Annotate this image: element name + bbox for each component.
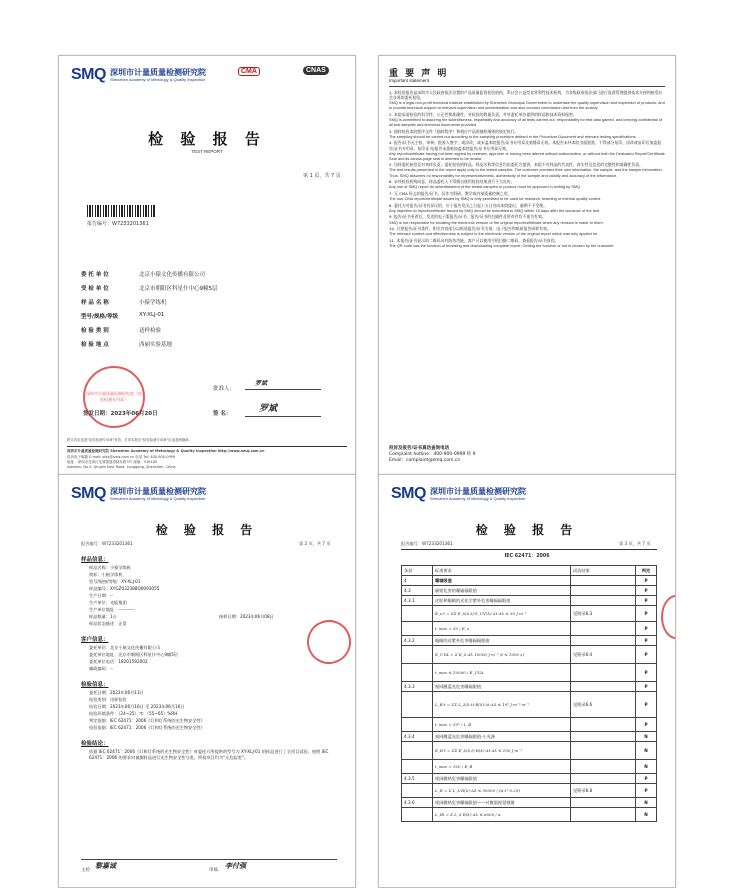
statement-item: 4. 报告/证书无主检、审核、批准人签字，或涂改，或未盖本院报告/证书专用章及骑缝章无效。本报告未经本院书面批准，不得部分复印，涂改或复印后加盖报告/证书专用章，复印证书/报告未重新加盖本院报告/证书专用章无效。 Any report/certificate having not been signed by reviewer, approver or having been altered without authorization, or without both the Dedicated Report/Certificate Seal and its across-page seal is deemed to be invalid.	[389, 140, 665, 161]
info-row	[81, 340, 172, 348]
page-number: 第 1 页，共 7 页	[303, 173, 341, 179]
reviewer-label: 审核：	[209, 868, 223, 873]
main-tester-label: 主检：	[81, 868, 95, 873]
footer-line: 投诉电子邮箱 E-mail: sfzx@smq.com.cn 电话 Tel: 400-900-0999	[67, 455, 176, 459]
seal-signature: 罗斌	[259, 404, 278, 414]
sample-row: 样品状态描述：正常	[89, 621, 127, 626]
conclusion-text: 依据 IEC 62471：2006《灯和灯系统的光生物安全性》对委托方所提供的型号为 XY-XLJ-01 的样品进行了全项目试验，按照 IEC 62471：2006 的要求对被测样品进行光生物安全性分类，所检项目均为"无危险类"。	[89, 749, 329, 760]
table-row: 4.3.2 眼睛的近紫外危害曝辐辐限值 P	[402, 636, 657, 646]
table-row: t_max ≤ 10000 / E_UVA P	[402, 664, 657, 682]
header-cell: 试验结果	[571, 566, 636, 576]
test-row: 检验环境条件：（24~25）℃ （55~65）%RH	[89, 711, 178, 716]
info-row	[81, 284, 218, 292]
cover-page	[58, 55, 356, 477]
standard-title: IEC 62471：2006	[504, 554, 550, 559]
table-row: 4.3 辐射危害的曝辐辐限值 P	[402, 586, 657, 596]
statement-subtitle: Important statement	[389, 78, 430, 83]
field-key: 检 验 地 点	[81, 342, 109, 348]
table-row: L_B·t = ΣΣ L_λ(λ,t)·B(λ)·Δt·Δλ ≤ 10⁶ J·m⁻²·sr⁻¹ 见附录6.6 P	[402, 692, 657, 718]
seal-label: 签 名：	[213, 411, 232, 417]
smq-logo: SMQ	[71, 66, 106, 83]
statement-title: 重 要 声 明	[389, 69, 449, 79]
table-row: 4.3.6 视网膜热危害曝辐限值——对微弱视觉刺激 N	[402, 798, 657, 808]
contact-title: 投诉及报告/证书真伪查询电话	[389, 446, 450, 451]
sample-row: 商标：小猿学练机	[89, 572, 123, 577]
page-number: 第 2 页，共 7 页	[299, 541, 331, 546]
table-row: 4 曝辐限值 P	[402, 576, 657, 586]
signature-divider	[81, 859, 337, 860]
header-divider	[401, 549, 657, 550]
footer-line: Address: No.3, Qinglin East Road, Longgang, Shenzhen, China	[67, 465, 176, 469]
test-row: 检验日期：2023年06月16日 至 2023年06月16日	[89, 704, 185, 709]
table-row: E_UVA = Σ E_λ·Δλ 10000 J·m⁻² (t ≤ 1000 s) 见附录6.4 P	[402, 646, 657, 664]
field-key: 受 检 单 位	[81, 286, 109, 292]
report-title: 检 验 报 告	[475, 523, 579, 537]
info-row	[81, 270, 205, 278]
signature-line	[245, 389, 321, 390]
org-logo	[391, 485, 526, 503]
test-row: 检验依据：IEC 62471：2006《灯和灯系统的光生物安全性》	[89, 725, 205, 730]
cma-logo: CMA	[238, 67, 260, 76]
sample-row: 样品名称：小猿学练机	[89, 565, 131, 570]
stamp-text: 深圳市计量质量检测研究院（检验检测专用章）	[86, 391, 142, 402]
client-row: 委托单位：北京小猿文化传播有限公司	[89, 645, 161, 650]
sample-row: 样品编号：XYGZ032388Q0093055	[89, 586, 160, 591]
table-row: t_max = 100 / E_B N	[402, 760, 657, 774]
header-cell: 判定	[636, 566, 657, 576]
test-row: 检验类别：送样检验	[89, 697, 127, 702]
test-row: 判定依据：IEC 62471：2006《灯和灯系统的光生物安全性》	[89, 718, 205, 723]
report-number: 报告编号：W7233201361	[401, 541, 453, 546]
org-name-en: Shenzhen Academy of Metrology & Quality Inspection	[109, 495, 206, 501]
statement-item: 2. 本院承诺检验的科学性、公正性和准确性，对检验的数据负责，并对委托单位提供的样品和技术资料保密。 SMQ is committed to assuring the scientificness, impartiality and accuracy of all tests carried out, responsibility for test data gained, and keeping confidential of all test samples and technical documents provided.	[389, 111, 663, 128]
contact-block	[389, 446, 476, 464]
main-tester-signature: 黎嘉诚	[95, 861, 116, 870]
client-row: 邮政编码：--	[89, 666, 113, 671]
statement-item: 9. 报告/证书更改后，发送的电子版报告/证书，报告/证书的扫描件及所有件均不视为有效。 SMQ is not responsible for recalling the electronic version of the original report/certificate when any revision is made to them.	[389, 214, 604, 225]
approver-signature: 罗斌	[255, 380, 268, 387]
org-name-cn: 深圳市计量质量检测研究院	[109, 486, 206, 496]
table-row: 4.3.1 皮肤和眼睛的光化学紫外危害曝辐辐限值 P	[402, 596, 657, 606]
org-name-cn: 深圳市计量质量检测研究院	[429, 486, 526, 496]
org-logo	[71, 66, 206, 84]
statement-item: 5. 送样委托检验仅对来样负责，委托检验的样品、样品名称等信息均由委托方提供，本院不对样品的代表性、真实性及信息的完整性和准确性负责。 The test results presented in the report apply only to the tested samples. The customer provides their own information, the sample, and the sample information. Thus, SMQ assumes no responsibility for representativeness, authenticity of the sample and validity and accuracy of the information.	[389, 162, 663, 178]
client-row: 委托单位地址：北京市朝阳区科星什中心9幢5层	[89, 652, 179, 657]
table-row: t_max = 30 / E_s P	[402, 622, 657, 636]
footer-line: 地址：深圳市龙岗区龙城街道清林东路3号 邮编：518100	[67, 460, 158, 464]
results-page	[378, 474, 676, 888]
field-key: 委 托 单 位	[81, 272, 109, 278]
info-row	[81, 312, 164, 320]
report-title: 检 验 报 告	[148, 130, 266, 148]
table-row: 4.3.5 视网膜热危害曝辐限值 P	[402, 774, 657, 784]
statement-page	[378, 55, 676, 477]
table-row: 4.3.4 视网膜蓝光危害曝辐限值-小光源 N	[402, 732, 657, 742]
statement-item: 7. 无 CMA 标志的报告/证书，仅作为科研、教学或内部质量控制之用。 The non-CMA report/certificate issued by SMQ is only permitted to be used for research, teaching or internal quality control.	[389, 190, 602, 202]
contact-email: Email：complaint@smq.com.cn	[389, 458, 461, 464]
sample-row: 生产单位：光能集团	[89, 600, 127, 605]
test-section-title: 检验信息：	[81, 682, 109, 688]
table-header-row	[402, 566, 657, 576]
page-number: 第 3 页，共 7 页	[619, 541, 651, 546]
statement-item: 6. 未经检验机构同意，样品委托人不得擅自使用检验结果进行不当宣传。 Any use of SMQ report for advertisement of the tested samples or product must be approved in writing by SMQ.	[389, 179, 582, 190]
test-row: 委托日期：2023年06月13日	[89, 690, 144, 695]
sample-row: 接样日期：2023年06月08日	[219, 614, 274, 619]
statement-item: 1. 本检验报告是深圳市人民政府依法设置的产品质量监督检验机构，系社会公益型非营利性技术机构，为各级政府依法部门进行监督管理提供技术支持和接受社会各界的委托检验。 SMQ is a legal non-profit technical institute established by Shenzhen Municipal Government to undertake the quality supervision and inspection of products, and to provide technical support to relevant supervision and administration and also conduct commission test from the society.	[389, 90, 665, 111]
report-note: 报告首页加盖"检验检测专用章"有效，打印本报告"检验检测专用章"应加盖骑缝章。	[67, 438, 192, 442]
statement-item: 8. 委托方对报告/证书有异议的，应于报告发出之日起十五日内向本院提出，逾期不予受理。 Any objection to report/certificate issued by SMQ should be submitted to SMQ within 15 days after the issuance of the test.	[389, 202, 601, 213]
sample-row: 生产单位地址：-----------	[89, 607, 135, 612]
report-subtitle: TEST REPORT	[191, 149, 223, 154]
client-row: 委托单位电话：18201592002	[89, 659, 148, 664]
contact-phone: Complaint hotline：400-900-0999 转 9	[389, 452, 476, 458]
header-cell: 条款	[402, 566, 433, 576]
conclusion-section-title: 检验结论：	[81, 741, 109, 747]
field-key: 检 验 类 别	[81, 328, 109, 334]
info-row	[81, 326, 161, 334]
statement-item: 11. 本报告/证书显示的二维码具有防伪功能，客户可以使用手机扫描二维码，查看报告/证书真伪。 The QR code has the function of browsing and downloading complete report. Getting the function or not is chosen by the customer.	[389, 237, 615, 249]
table-row: t_max = 10⁶ / L_B P	[402, 718, 657, 732]
cnas-logo: CNAS	[303, 66, 329, 75]
smq-logo: SMQ	[71, 485, 106, 502]
org-logo	[71, 485, 206, 503]
org-name-en: Shenzhen Academy of Metrology & Quality Inspection	[429, 495, 526, 501]
seam-stamp	[301, 614, 356, 670]
org-name-cn: 深圳市计量质量检测研究院	[109, 67, 206, 77]
statement-body	[389, 90, 665, 250]
field-value: 送样检验	[139, 328, 162, 334]
statement-divider	[389, 86, 665, 87]
sample-row: 生产日期：--	[89, 593, 113, 598]
field-value: 西丽实验基地	[139, 342, 173, 348]
footer-line: 深圳市计量质量检测研究院 Shenzhen Academy of Metrology & Quality Inspection http://www.smq.com.cn	[67, 449, 265, 453]
sample-section-title: 样品信息：	[81, 557, 109, 563]
barcode-icon	[87, 205, 155, 217]
org-name-en: Shenzhen Academy of Metrology & Quality Inspection	[109, 76, 206, 82]
smq-logo: SMQ	[391, 485, 426, 502]
report-number: 报告编号：W7233201361	[87, 221, 149, 227]
field-value: 小猿学练机	[139, 300, 167, 306]
info-row	[81, 298, 167, 306]
sample-row: 型号/规格/等级：XY-XLJ-01	[89, 579, 141, 584]
client-section-title: 客户信息：	[81, 637, 109, 643]
approver-label: 批准人：	[213, 386, 236, 392]
field-key: 样 品 名 称	[81, 300, 109, 306]
results-table	[401, 565, 657, 822]
seam-stamp	[661, 595, 676, 639]
field-value: XY-XLJ-01	[139, 312, 165, 318]
table-row: L_IR = Σ L_λ·R(λ)·Δλ ≤ 6000 / α N	[402, 808, 657, 822]
field-value: 北京小猿文化传播有限公司	[139, 272, 206, 278]
header-cell: 标准要求	[433, 566, 571, 576]
info-page	[58, 474, 356, 888]
field-key: 型号/规格/等级	[81, 314, 119, 320]
table-row: E_s·t = ΣΣ E_λ(λ,t)·S_UV(λ)·Δt·Δλ ≤ 30 J·m⁻² 见附录6.3 P	[402, 606, 657, 622]
table-row: 4.3.3 视网膜蓝光危害曝辐限值 P	[402, 682, 657, 692]
table-row: L_R = Σ L_λ·R(λ)·Δλ ≤ 50000 / (α·t^0.25) 见附录6.8 P	[402, 784, 657, 798]
footer-divider	[67, 446, 347, 447]
signature-line	[245, 416, 321, 417]
field-value: 北京市朝阳区科星什中心9幢5层	[139, 286, 218, 292]
sign-date: 签发日期：2023年06月20日	[83, 411, 158, 417]
sample-row: 样品数量：1台	[89, 614, 117, 619]
reviewer-signature: 李付强	[225, 861, 246, 870]
table-row: E_B·t = ΣΣ E_λ(λ,t)·B(λ)·Δt·Δλ ≤ 100 J·m⁻² N	[402, 742, 657, 760]
statement-item: 3. 抽样检验本院程序文件《抽样程序》和相应产品的抽样细则的规定执行。 The sampling should be carried out according to the sampling procedure defined in the Procedure Document and relevant testing specifications.	[389, 128, 637, 139]
statement-item: 10. 只要报告/证书条件，相关内容部分以纸质报告/证书为准，电子报告和纸质报告同样有效。 The relevant content and effectiveness is subject to the electronic version of the original report which was only applied for.	[389, 226, 599, 237]
report-number: 报告编号：W7233201361	[81, 541, 133, 546]
report-title: 检 验 报 告	[155, 523, 259, 537]
official-stamp	[83, 366, 145, 428]
